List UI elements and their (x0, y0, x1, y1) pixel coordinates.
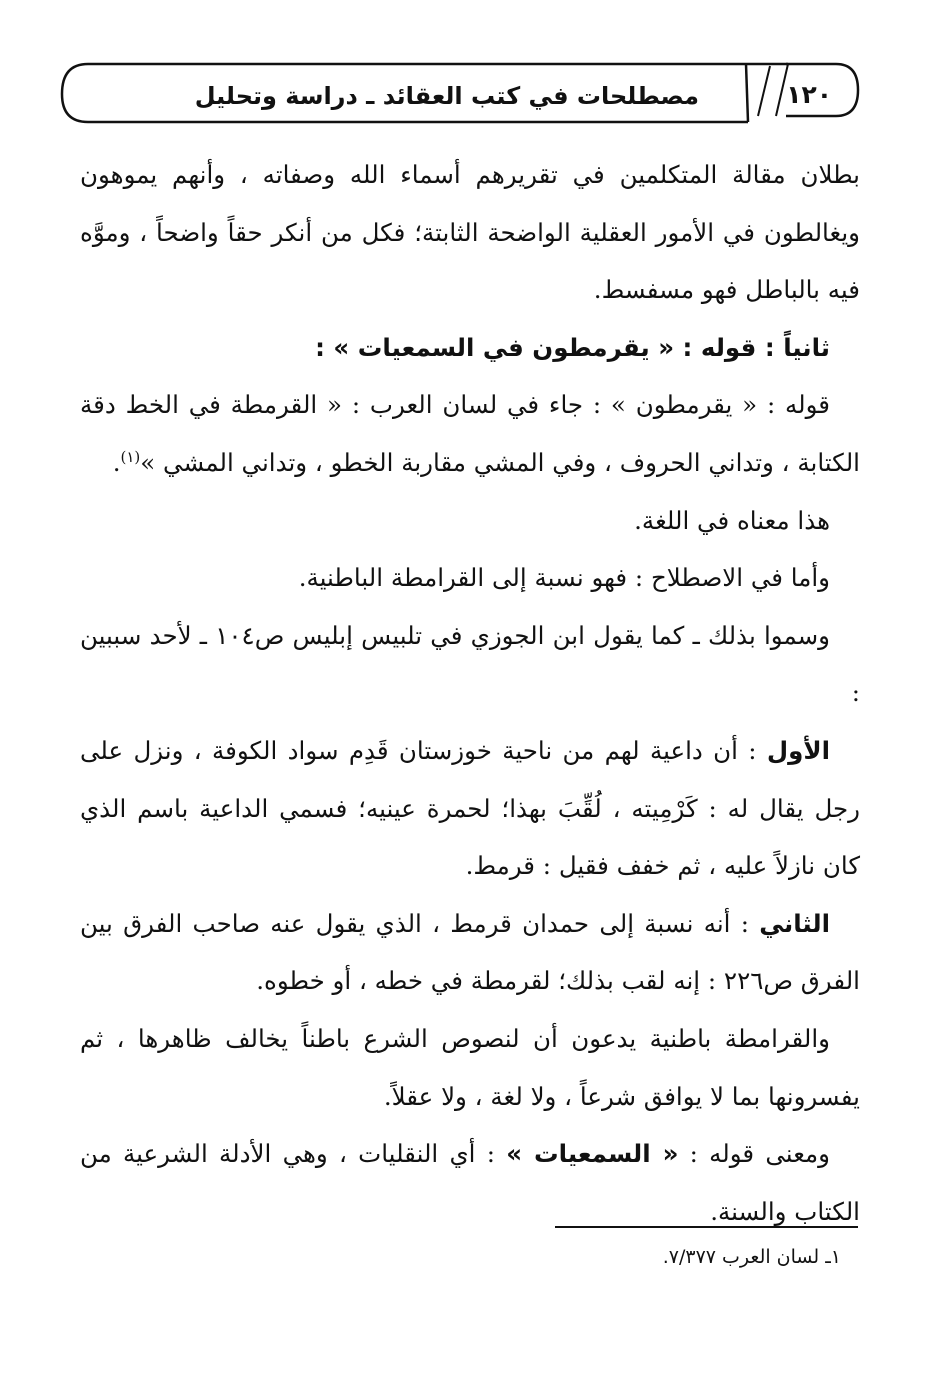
paragraph-9-start: ومعنى قوله : (678, 1139, 830, 1169)
footnote-divider (555, 1226, 858, 1228)
paragraph-7-text: : أنه نسبة إلى حمدان قرمط ، الذي يقول عنه صاحب الفرق بين الفرق ص٢٢٦ : إنه لقب بذلك؛ لقرمطة في خطه ، أو خطوه. (80, 908, 860, 996)
section-heading: ثانياً : قوله : « يقرمطون في السمعيات » : (315, 332, 830, 362)
paragraph-6-text: : أن داعية لهم من ناحية خوزستان قَدِم سواد الكوفة ، ونزل على رجل يقال له : كَرْمِيته ، لُقِّبَ بهذا؛ لحمرة عينيه؛ فسمي الداعية باسم الذي كان نازلاً عليه ، ثم خفف فقيل : قرمط. (80, 735, 860, 881)
footnote: ١ـ لسان العرب ٧/٣٧٧. (662, 1246, 841, 1268)
running-title: مصطلحات في كتب العقائد ـ دراسة وتحليل (194, 82, 699, 110)
second-reason-label: الثاني (759, 908, 830, 938)
page-header (58, 60, 864, 126)
paragraph-7 (80, 895, 860, 1010)
page-number: ١٢٠ (786, 80, 832, 109)
paragraph-3: هذا معناه في اللغة. (634, 505, 830, 535)
samiyyat-term: « السمعيات » (506, 1139, 679, 1169)
paragraph-9-end: : أي النقليات ، وهي الأدلة الشرعية من الكتاب والسنة. (80, 1139, 860, 1226)
paragraph-8: والقرامطة باطنية يدعون أن لنصوص الشرع باطناً يخالف ظاهرها ، ثم يفسرونها بما لا يوافق شرعاً ، ولا لغة ، ولا عقلاً. (80, 1023, 860, 1111)
paragraph-2-text: قوله : « يقرمطون » : جاء في لسان العرب : « القرمطة في الخط دقة الكتابة ، وتداني الحروف ، وفي المشي مقاربة الخطو ، وتداني المشي » (80, 390, 860, 477)
paragraph-2 (80, 376, 860, 491)
paragraph-1: بطلان مقالة المتكلمين في تقريرهم أسماء الله وصفاته ، وأنهم يموهون ويغالطون في الأمور العقلية الواضحة الثابتة؛ فكل من أنكر حقاً واضحاً ، وموَّه فيه بالباطل فهو مسفسط. (80, 160, 860, 305)
main-text (80, 146, 860, 1240)
paragraph-6 (80, 722, 860, 895)
first-reason-label: الأول (766, 735, 830, 765)
paragraph-9 (80, 1125, 860, 1240)
footnote-reference: (١) (120, 447, 141, 466)
paragraph-2-end: . (112, 447, 121, 477)
paragraph-4: وأما في الاصطلاح : فهو نسبة إلى القرامطة الباطنية. (298, 563, 830, 593)
paragraph-5: وسموا بذلك ـ كما يقول ابن الجوزي في تلبيس إبليس ص١٠٤ ـ لأحد سببين : (80, 620, 860, 708)
